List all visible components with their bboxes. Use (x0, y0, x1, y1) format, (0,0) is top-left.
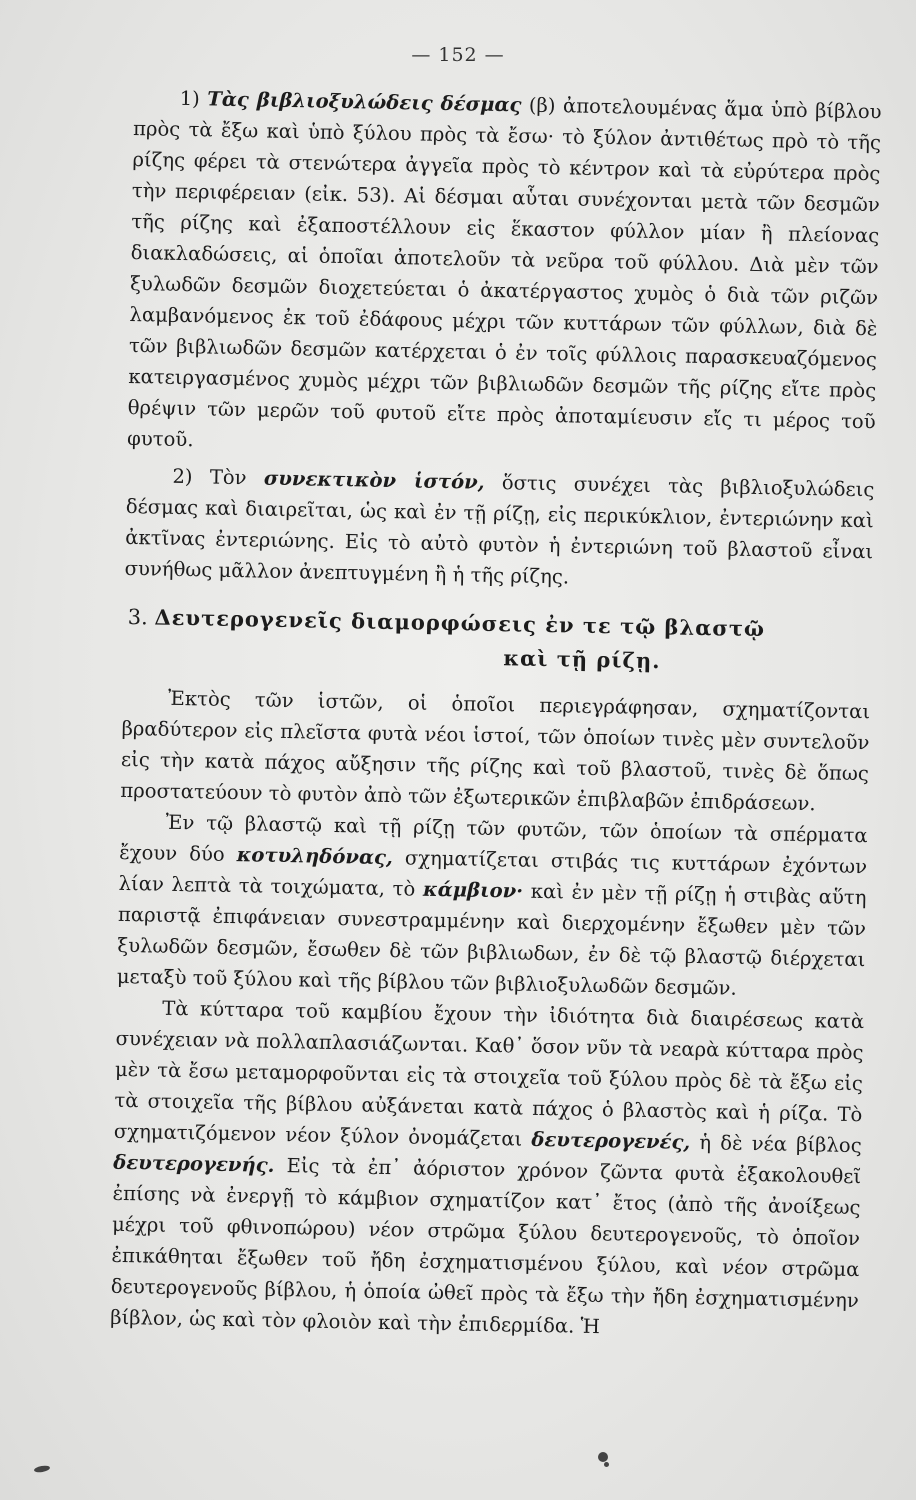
paragraph-cambium (117, 806, 868, 1006)
section-heading (123, 600, 872, 682)
ink-speck (598, 1452, 608, 1462)
item-1-text: (β) ἀποτελουμένας ἅμα ὑπὸ βίβλου πρὸς τὰ ἔξω καὶ ὑπὸ ξύλου πρὸς τὰ ἔσω· τὸ ξύλον ἀντιθέτως πρὸ τὸ τῆς ρίζης φέρει τὰ στενώτερα ἀγγεῖα πρὸς τὸ κέντρον καὶ τὰ εὐρύτερα πρὸς τὴν περιφέρειαν (εἰκ. 53). Αἱ δέσμαι αὗται συνέχονται μετὰ τῶν δεσμῶν τῆς ρίζης καὶ ἐξαποστέλλουν εἰς ἕκαστον φύλλον μίαν ἢ πλείονας διακλαδώσεις, αἱ ὁποῖαι ἀποτελοῦν τὰ νεῦρα τοῦ φύλλου. Διὰ μὲν τῶν ξυλωδῶν δεσμῶν διοχετεύεται ὁ ἀκατέργαστος χυμὸς ὁ διὰ τῶν ριζῶν λαμβανόμενος ἐκ τοῦ ἐδάφους μέχρι τῶν κυττάρων τῶν φύλλων, διὰ δὲ τῶν βιβλιωδῶν δεσμῶν κατέρχεται ὁ ἐν τοῖς φύλλοις παρασκευαζόμενος κατειργασμένος χυμὸς μέχρι τῶν βιβλιωδῶν δεσμῶν τῆς ρίζης εἴτε πρὸς θρέψιν τῶν μερῶν τοῦ φυτοῦ εἴτε πρὸς ἀποταμίευσιν εἴς τι μέρος τοῦ φυτοῦ. (126, 93, 882, 452)
term-secondary-feminine: δευτερογενής. (113, 1150, 275, 1177)
term-vascular-bundles: Τὰς βιβλιοξυλώδεις δέσμας (207, 87, 522, 117)
ink-speck (604, 1462, 609, 1467)
item-2-lead: 2) Τὸν (172, 464, 247, 490)
growth-text-2: ἡ δὲ νέα βίβλος (699, 1131, 862, 1158)
item-1-number: 1) (179, 86, 201, 111)
section-title-line2: καὶ τῇ ρίζῃ. (503, 645, 661, 674)
term-secondary-neuter: δευτερογενές, (531, 1127, 691, 1154)
paragraph-secondary-growth (110, 992, 864, 1347)
item-2-text: ὅστις συνέχει τὰς βιβλιοξυλώδεις δέσμας καὶ διαιρεῖται, ὡς καὶ ἐν τῇ ρίζῃ, εἰς περικύκλιον, ἐντεριώνην καὶ ἀκτῖνας ἐντεριώνης. Εἰς τὸ αὐτὸ φυτὸν ἡ ἐντεριώνη τοῦ βλαστοῦ εἶναι συνήθως μᾶλλον ἀνεπτυγμένη ἢ ἡ τῆς ρίζης. (124, 471, 875, 589)
cambium-text-2: σχηματίζεται στιβάς τις κυττάρων ἐχόντων λίαν λεπτὰ τὰ τοιχώματα, τὸ (118, 846, 868, 901)
cambium-text-3: καὶ ἐν μὲν τῇ ρίζῃ ἡ στιβὰς αὕτη παριστᾷ ἐπιφάνειαν συνεστραμμένην καὶ διερχομένην ἔξωθεν μὲν τῶν ξυλωδῶν δεσμῶν, ἔσωθεν δὲ τῶν βιβλιωδων, ἐν δὲ τῷ βλαστῷ διέρχεται μεταξὺ τοῦ ξύλου καὶ τῆς βίβλου τῶν βιβλιοξυλωδῶν δεσμῶν. (116, 879, 867, 1000)
term-cotyledons: κοτυληδόνας, (236, 843, 394, 870)
page-number: — 152 — (411, 44, 505, 66)
section-number: 3. (127, 604, 149, 630)
page-body (110, 82, 882, 1347)
growth-text-3: Εἰς τὰ ἐπ᾽ ἀόριστον χρόνον ζῶντα φυτὰ ἐξακολουθεῖ ἐπίσης νὰ ἐνεργῇ τὸ κάμβιον σχηματίζον κατ᾽ ἔτος (ἀπὸ τῆς ἀνοίξεως μέχρι τοῦ φθινοπώρου) νέον στρῶμα ξύλου δευτερογενοῦς, τὸ ὁποῖον ἐπικάθηται ἔξωθεν τοῦ ἤδη ἐσχηματισμένου ξύλου, καὶ νέον στρῶμα δευτερογενοῦς βίβλου, ἡ ὁποία ὠθεῖ πρὸς τὰ ἔξω τὴν ἤδη ἐσχηματισμένην βίβλον, ὡς καὶ τὸν φλοιὸν καὶ τὴν ἐπιδερμίδα. Ἡ (110, 1154, 862, 1339)
ink-speck (34, 1465, 51, 1474)
paragraph-item-2 (124, 460, 874, 598)
term-cambium: κάμβιον· (422, 877, 524, 903)
growth-text-1: Τὰ κύτταρα τοῦ καμβίου ἔχουν τὴν ἰδιότητα διὰ διαιρέσεως κατὰ συνέχειαν νὰ πολλαπλασιάζωνται. Καθ᾽ ὅσον νῦν τὰ νεαρὰ κύτταρα πρὸς μὲν τὰ ἔσω μεταμορφοῦνται εἰς τὰ στοιχεῖα τοῦ ξύλου πρὸς δὲ τὰ ἔξω εἰς τὰ στοιχεῖα τῆς βίβλου αὐξάνεται κατὰ πάχος ὁ βλαστὸς καὶ ἡ ρίζα. Τὸ σχηματιζόμενον νέον ξύλον ὀνομάζεται (113, 996, 865, 1151)
cambium-text-1: Ἐν τῷ βλαστῷ καὶ τῇ ρίζῃ τῶν φυτῶν, τῶν ὁποίων τὰ σπέρματα ἔχουν δύο (118, 810, 868, 866)
section-title-line1: Δευτερογενεῖς διαμορφώσεις ἐν τε τῷ βλαστῷ (154, 604, 766, 642)
term-connective-tissue: συνεκτικὸν ἱστόν, (263, 466, 485, 494)
paragraph-item-1 (127, 82, 882, 468)
paragraph-new-tissues: Ἐκτὸς τῶν ἱστῶν, οἱ ὁποῖοι περιεγράφησαν, σχηματίζονται βραδύτερον εἰς πλεῖστα φυτὰ νέοι ἱστοί, τῶν ὁποίων τινὲς μὲν συντελοῦν εἰς τὴν κατὰ πάχος αὔξησιν τῆς ρίζης καὶ τοῦ βλαστοῦ, τινὲς δὲ ὅπως προστατεύουν τὸ φυτὸν ἀπὸ τῶν ἐξωτερικῶν ἐπιβλαβῶν ἐπιδράσεων. (120, 686, 871, 816)
